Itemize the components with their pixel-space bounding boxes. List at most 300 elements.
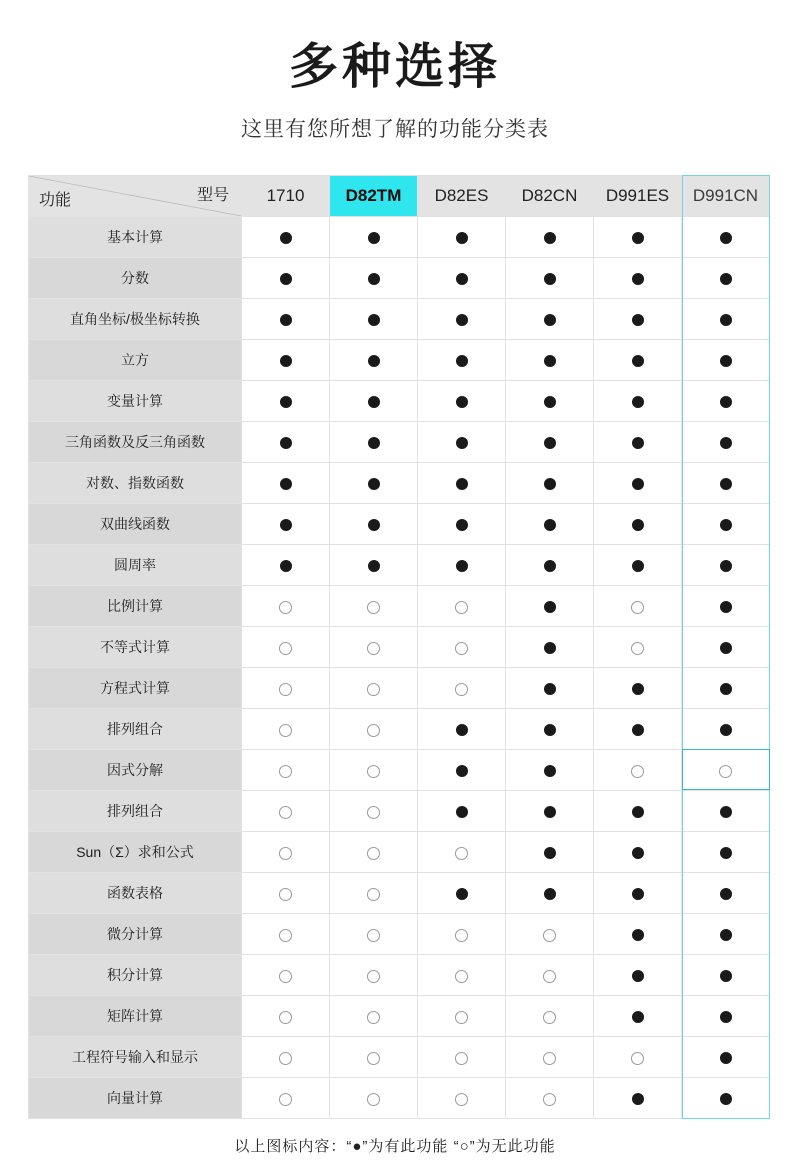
open-dot-icon	[543, 1093, 556, 1106]
open-dot-icon	[279, 806, 292, 819]
filled-dot-icon	[544, 396, 556, 408]
support-cell	[418, 1077, 506, 1118]
table-row	[29, 872, 770, 913]
table-row	[29, 995, 770, 1036]
open-dot-icon	[279, 1093, 292, 1106]
column-header-model-4[interactable]: D991ES	[594, 175, 682, 216]
support-cell	[418, 708, 506, 749]
filled-dot-icon	[720, 232, 732, 244]
support-cell	[506, 1036, 594, 1077]
open-dot-icon	[279, 765, 292, 778]
filled-dot-icon	[456, 724, 468, 736]
filled-dot-icon	[720, 970, 732, 982]
table-row	[29, 626, 770, 667]
open-dot-icon	[367, 601, 380, 614]
filled-dot-icon	[720, 642, 732, 654]
filled-dot-icon	[456, 765, 468, 777]
support-cell	[242, 749, 330, 790]
open-dot-icon	[367, 806, 380, 819]
support-cell	[418, 872, 506, 913]
filled-dot-icon	[720, 355, 732, 367]
support-cell	[682, 216, 770, 257]
support-cell	[594, 708, 682, 749]
support-cell	[682, 749, 770, 790]
filled-dot-icon	[632, 355, 644, 367]
open-dot-icon	[367, 888, 380, 901]
feature-label: 积分计算	[29, 954, 242, 995]
filled-dot-icon	[720, 601, 732, 613]
support-cell	[594, 749, 682, 790]
support-cell	[682, 380, 770, 421]
filled-dot-icon	[632, 683, 644, 695]
support-cell	[506, 913, 594, 954]
filled-dot-icon	[544, 601, 556, 613]
feature-label: 立方	[29, 339, 242, 380]
support-cell	[682, 544, 770, 585]
support-cell	[330, 257, 418, 298]
filled-dot-icon	[720, 560, 732, 572]
support-cell	[330, 1036, 418, 1077]
open-dot-icon	[279, 601, 292, 614]
filled-dot-icon	[720, 314, 732, 326]
open-dot-icon	[367, 683, 380, 696]
open-dot-icon	[455, 601, 468, 614]
support-cell	[242, 954, 330, 995]
support-cell	[682, 872, 770, 913]
support-cell	[242, 995, 330, 1036]
filled-dot-icon	[720, 1011, 732, 1023]
table-row	[29, 749, 770, 790]
filled-dot-icon	[280, 314, 292, 326]
feature-label: 方程式计算	[29, 667, 242, 708]
support-cell	[682, 1036, 770, 1077]
feature-label: Sun（Σ）求和公式	[29, 831, 242, 872]
support-cell	[330, 667, 418, 708]
filled-dot-icon	[720, 478, 732, 490]
support-cell	[418, 913, 506, 954]
filled-dot-icon	[544, 765, 556, 777]
filled-dot-icon	[632, 929, 644, 941]
filled-dot-icon	[544, 478, 556, 490]
column-header-model-0[interactable]: 1710	[242, 175, 330, 216]
filled-dot-icon	[632, 478, 644, 490]
table-row	[29, 339, 770, 380]
table-row	[29, 954, 770, 995]
open-dot-icon	[367, 847, 380, 860]
support-cell	[418, 1036, 506, 1077]
table-row	[29, 790, 770, 831]
page-subtitle: 这里有您所想了解的功能分类表	[241, 117, 549, 141]
support-cell	[330, 503, 418, 544]
support-cell	[594, 667, 682, 708]
open-dot-icon	[279, 683, 292, 696]
feature-label: 对数、指数函数	[29, 462, 242, 503]
support-cell	[330, 380, 418, 421]
feature-label: 微分计算	[29, 913, 242, 954]
filled-dot-icon	[720, 1052, 732, 1064]
filled-dot-icon	[544, 519, 556, 531]
filled-dot-icon	[368, 273, 380, 285]
open-dot-icon	[367, 724, 380, 737]
support-cell	[682, 626, 770, 667]
support-cell	[418, 667, 506, 708]
table-row	[29, 298, 770, 339]
feature-label: 不等式计算	[29, 626, 242, 667]
support-cell	[682, 462, 770, 503]
open-dot-icon	[367, 1052, 380, 1065]
open-dot-icon	[279, 724, 292, 737]
feature-label: 矩阵计算	[29, 995, 242, 1036]
support-cell	[506, 872, 594, 913]
filled-dot-icon	[720, 273, 732, 285]
open-dot-icon	[543, 1011, 556, 1024]
support-cell	[594, 790, 682, 831]
filled-dot-icon	[544, 273, 556, 285]
open-dot-icon	[455, 847, 468, 860]
support-cell	[242, 708, 330, 749]
support-cell	[506, 298, 594, 339]
table-row	[29, 708, 770, 749]
open-dot-icon	[279, 1011, 292, 1024]
support-cell	[242, 1036, 330, 1077]
support-cell	[242, 503, 330, 544]
filled-dot-icon	[720, 519, 732, 531]
support-cell	[330, 790, 418, 831]
filled-dot-icon	[544, 888, 556, 900]
filled-dot-icon	[632, 519, 644, 531]
support-cell	[594, 872, 682, 913]
filled-dot-icon	[368, 437, 380, 449]
column-header-model-1[interactable]: D82TM	[330, 175, 418, 216]
open-dot-icon	[543, 1052, 556, 1065]
open-dot-icon	[367, 1011, 380, 1024]
feature-label: 函数表格	[29, 872, 242, 913]
support-cell	[418, 790, 506, 831]
support-cell	[506, 216, 594, 257]
support-cell	[330, 585, 418, 626]
support-cell	[594, 831, 682, 872]
filled-dot-icon	[632, 314, 644, 326]
open-dot-icon	[455, 683, 468, 696]
support-cell	[594, 954, 682, 995]
support-cell	[242, 585, 330, 626]
support-cell	[594, 1036, 682, 1077]
support-cell	[682, 667, 770, 708]
filled-dot-icon	[368, 314, 380, 326]
filled-dot-icon	[456, 273, 468, 285]
open-dot-icon	[719, 765, 732, 778]
support-cell	[682, 421, 770, 462]
support-cell	[682, 1077, 770, 1118]
support-cell	[418, 626, 506, 667]
filled-dot-icon	[280, 355, 292, 367]
filled-dot-icon	[632, 560, 644, 572]
feature-label: 基本计算	[29, 216, 242, 257]
feature-label: 比例计算	[29, 585, 242, 626]
filled-dot-icon	[720, 396, 732, 408]
support-cell	[330, 831, 418, 872]
support-cell	[418, 995, 506, 1036]
support-cell	[242, 913, 330, 954]
feature-label: 变量计算	[29, 380, 242, 421]
support-cell	[418, 380, 506, 421]
open-dot-icon	[543, 929, 556, 942]
column-header-model-3[interactable]: D82CN	[506, 175, 594, 216]
support-cell	[682, 790, 770, 831]
support-cell	[682, 954, 770, 995]
filled-dot-icon	[632, 724, 644, 736]
support-cell	[594, 298, 682, 339]
open-dot-icon	[631, 642, 644, 655]
support-cell	[418, 298, 506, 339]
filled-dot-icon	[368, 478, 380, 490]
support-cell	[506, 708, 594, 749]
support-cell	[682, 831, 770, 872]
filled-dot-icon	[632, 273, 644, 285]
support-cell	[506, 1077, 594, 1118]
support-cell	[506, 462, 594, 503]
open-dot-icon	[279, 847, 292, 860]
filled-dot-icon	[280, 478, 292, 490]
support-cell	[242, 380, 330, 421]
support-cell	[418, 954, 506, 995]
table-row	[29, 831, 770, 872]
filled-dot-icon	[720, 437, 732, 449]
support-cell	[418, 257, 506, 298]
open-dot-icon	[455, 642, 468, 655]
support-cell	[594, 257, 682, 298]
feature-label: 排列组合	[29, 708, 242, 749]
filled-dot-icon	[456, 314, 468, 326]
support-cell	[506, 995, 594, 1036]
filled-dot-icon	[720, 888, 732, 900]
table-body	[29, 216, 770, 1118]
support-cell	[242, 339, 330, 380]
support-cell	[506, 380, 594, 421]
open-dot-icon	[455, 1052, 468, 1065]
support-cell	[594, 216, 682, 257]
legend-footnote: 以上图标内容：“●”为有此功能 “○”为无此功能	[234, 1137, 556, 1155]
filled-dot-icon	[368, 519, 380, 531]
corner-row-label: 功能	[39, 191, 72, 209]
support-cell	[242, 626, 330, 667]
support-cell	[330, 544, 418, 585]
support-cell	[594, 1077, 682, 1118]
open-dot-icon	[279, 642, 292, 655]
support-cell	[594, 421, 682, 462]
support-cell	[418, 585, 506, 626]
support-cell	[418, 462, 506, 503]
filled-dot-icon	[544, 560, 556, 572]
open-dot-icon	[367, 929, 380, 942]
support-cell	[506, 544, 594, 585]
filled-dot-icon	[544, 642, 556, 654]
support-cell	[594, 544, 682, 585]
support-cell	[506, 339, 594, 380]
support-cell	[242, 462, 330, 503]
feature-label: 向量计算	[29, 1077, 242, 1118]
support-cell	[506, 585, 594, 626]
support-cell	[242, 667, 330, 708]
support-cell	[682, 257, 770, 298]
open-dot-icon	[631, 1052, 644, 1065]
feature-label: 双曲线函数	[29, 503, 242, 544]
column-header-model-2[interactable]: D82ES	[418, 175, 506, 216]
open-dot-icon	[367, 765, 380, 778]
support-cell	[330, 995, 418, 1036]
filled-dot-icon	[280, 396, 292, 408]
filled-dot-icon	[280, 560, 292, 572]
open-dot-icon	[455, 929, 468, 942]
support-cell	[330, 216, 418, 257]
support-cell	[242, 872, 330, 913]
open-dot-icon	[543, 970, 556, 983]
support-cell	[330, 1077, 418, 1118]
open-dot-icon	[279, 929, 292, 942]
filled-dot-icon	[544, 232, 556, 244]
filled-dot-icon	[456, 560, 468, 572]
table-row	[29, 913, 770, 954]
support-cell	[242, 298, 330, 339]
support-cell	[506, 503, 594, 544]
filled-dot-icon	[720, 1093, 732, 1105]
filled-dot-icon	[368, 355, 380, 367]
filled-dot-icon	[456, 519, 468, 531]
filled-dot-icon	[632, 1011, 644, 1023]
table-row	[29, 257, 770, 298]
support-cell	[242, 421, 330, 462]
support-cell	[506, 831, 594, 872]
support-cell	[682, 339, 770, 380]
support-cell	[506, 257, 594, 298]
open-dot-icon	[367, 1093, 380, 1106]
table-row	[29, 544, 770, 585]
filled-dot-icon	[456, 232, 468, 244]
support-cell	[330, 462, 418, 503]
filled-dot-icon	[720, 929, 732, 941]
table-corner-header	[29, 175, 242, 216]
support-cell	[594, 339, 682, 380]
feature-label: 排列组合	[29, 790, 242, 831]
filled-dot-icon	[456, 888, 468, 900]
support-cell	[330, 298, 418, 339]
support-cell	[418, 503, 506, 544]
open-dot-icon	[631, 765, 644, 778]
support-cell	[594, 585, 682, 626]
feature-comparison-table	[28, 175, 770, 1119]
feature-label: 圆周率	[29, 544, 242, 585]
filled-dot-icon	[632, 396, 644, 408]
filled-dot-icon	[456, 396, 468, 408]
filled-dot-icon	[544, 806, 556, 818]
support-cell	[594, 995, 682, 1036]
feature-label: 分数	[29, 257, 242, 298]
column-header-model-5[interactable]: D991CN	[682, 175, 770, 216]
filled-dot-icon	[720, 806, 732, 818]
filled-dot-icon	[456, 355, 468, 367]
support-cell	[330, 626, 418, 667]
support-cell	[418, 216, 506, 257]
table-row	[29, 462, 770, 503]
filled-dot-icon	[544, 724, 556, 736]
comparison-table-wrap	[28, 175, 762, 1119]
table-row	[29, 585, 770, 626]
support-cell	[242, 790, 330, 831]
open-dot-icon	[455, 970, 468, 983]
open-dot-icon	[279, 888, 292, 901]
table-row	[29, 1077, 770, 1118]
filled-dot-icon	[544, 683, 556, 695]
filled-dot-icon	[632, 232, 644, 244]
filled-dot-icon	[544, 437, 556, 449]
filled-dot-icon	[544, 314, 556, 326]
filled-dot-icon	[544, 355, 556, 367]
support-cell	[418, 831, 506, 872]
support-cell	[506, 626, 594, 667]
open-dot-icon	[455, 1011, 468, 1024]
support-cell	[506, 667, 594, 708]
filled-dot-icon	[720, 683, 732, 695]
support-cell	[242, 831, 330, 872]
table-row	[29, 667, 770, 708]
filled-dot-icon	[280, 437, 292, 449]
filled-dot-icon	[632, 437, 644, 449]
support-cell	[594, 626, 682, 667]
support-cell	[506, 749, 594, 790]
feature-label: 因式分解	[29, 749, 242, 790]
filled-dot-icon	[632, 1093, 644, 1105]
feature-label: 工程符号输入和显示	[29, 1036, 242, 1077]
support-cell	[330, 872, 418, 913]
open-dot-icon	[455, 1093, 468, 1106]
support-cell	[330, 954, 418, 995]
open-dot-icon	[367, 642, 380, 655]
support-cell	[330, 421, 418, 462]
support-cell	[330, 749, 418, 790]
support-cell	[594, 380, 682, 421]
filled-dot-icon	[456, 478, 468, 490]
support-cell	[594, 913, 682, 954]
feature-label: 三角函数及反三角函数	[29, 421, 242, 462]
support-cell	[682, 913, 770, 954]
filled-dot-icon	[632, 970, 644, 982]
support-cell	[418, 749, 506, 790]
support-cell	[506, 954, 594, 995]
support-cell	[594, 503, 682, 544]
filled-dot-icon	[632, 847, 644, 859]
filled-dot-icon	[280, 232, 292, 244]
filled-dot-icon	[368, 396, 380, 408]
support-cell	[418, 421, 506, 462]
support-cell	[682, 995, 770, 1036]
filled-dot-icon	[632, 888, 644, 900]
table-row	[29, 1036, 770, 1077]
filled-dot-icon	[720, 847, 732, 859]
table-row	[29, 503, 770, 544]
filled-dot-icon	[280, 519, 292, 531]
table-header	[29, 175, 770, 216]
support-cell	[682, 503, 770, 544]
filled-dot-icon	[720, 724, 732, 736]
page-title: 多种选择	[288, 40, 501, 94]
support-cell	[242, 257, 330, 298]
filled-dot-icon	[544, 847, 556, 859]
support-cell	[418, 339, 506, 380]
support-cell	[330, 339, 418, 380]
filled-dot-icon	[456, 806, 468, 818]
support-cell	[682, 298, 770, 339]
open-dot-icon	[279, 970, 292, 983]
